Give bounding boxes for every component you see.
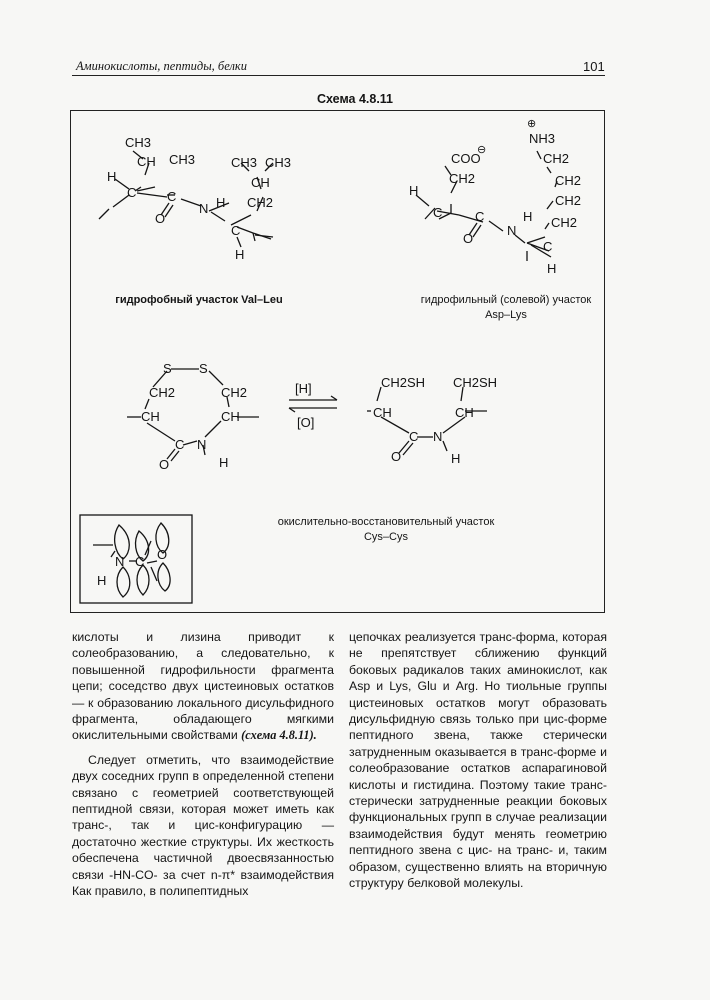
text-column-right <box>349 629 607 892</box>
caption-redox-line1: окислительно-восстановительный участок <box>277 516 495 528</box>
paragraph-left-1 <box>72 629 334 744</box>
cc-h: H <box>219 455 229 470</box>
vl-c-alpha: C <box>127 185 137 200</box>
ak-h-alpha: H <box>409 183 419 198</box>
ak-ch2-b: CH2 <box>551 215 578 230</box>
paragraph-right-1: цепочках реализуется транс-форма, которая не препятствует сближению функций боковых радикалов таких аминокислот, как Asp и Lys, Glu и Arg. Но тиольные группы цистеиновых остатков могут образовать дисульфидную связь только при цис-форме пептидного звена, также стерически затрудненным оказывается в транс-форме и солеобразование остатков аспарагиновой кислоты и гистидина. Поэтому такие транс-стерически затрудненные реакции боковых функциональных групп в случае реализации взаимодействия будут менять геометрию пептидного звена с цис- на транс- и, таким образом, существенно влиять на вторичную структуру белковой молекулы. <box>349 630 607 891</box>
co-ch2sh-2: CH2SH <box>453 375 498 390</box>
scheme-reference: (схема 4.8.11). <box>241 728 317 743</box>
running-header: Аминокислоты, пептиды, белки <box>76 59 247 73</box>
scheme-title: Схема 4.8.11 <box>316 92 394 106</box>
vl-ch3-top: CH3 <box>125 135 152 150</box>
inset-c: C <box>135 554 145 569</box>
vl-ch3-right: CH3 <box>169 152 196 167</box>
vl-c-alpha-leu: C <box>231 223 241 238</box>
ak-h-alpha-lys: H <box>547 261 557 276</box>
ak-ch2-d: CH2 <box>555 173 582 188</box>
ak-c-alpha: C <box>433 205 443 220</box>
vl-h-alpha-leu: H <box>235 247 245 262</box>
ak-n: N <box>507 223 517 238</box>
cc-s1: S <box>163 361 172 376</box>
scheme-frame <box>70 110 605 613</box>
ak-coo: COO <box>451 151 481 166</box>
ak-plus: ⊕ <box>527 118 537 130</box>
co-ch2sh-1: CH2SH <box>381 375 426 390</box>
caption-hydrophilic-line2: Asp–Lys <box>485 309 527 321</box>
ak-minus: ⊖ <box>477 144 487 156</box>
co-o: O <box>391 449 402 464</box>
arrow-label-oxidize: [O] <box>297 415 315 430</box>
cc-ch-1: CH <box>141 409 160 424</box>
vl-o: O <box>155 211 166 226</box>
cc-ch-2: CH <box>221 409 240 424</box>
ak-ch2-e: CH2 <box>543 151 570 166</box>
cc-c: C <box>175 437 185 452</box>
co-h: H <box>451 451 461 466</box>
vl-ch3-leu-b: CH3 <box>265 155 292 170</box>
ak-c-alpha-lys: C <box>543 239 553 254</box>
caption-redox-line2: Cys–Cys <box>363 531 408 543</box>
vl-c-carbonyl: C <box>167 189 177 204</box>
ak-nh3: NH3 <box>529 131 556 146</box>
co-n: N <box>433 429 443 444</box>
inset-o: O <box>157 547 168 562</box>
header-rule <box>72 75 605 76</box>
text-column-left <box>72 629 334 900</box>
vl-h-n: H <box>216 195 226 210</box>
ak-c-carbonyl: C <box>475 209 485 224</box>
arrow-label-reduce: [H] <box>295 381 312 396</box>
vl-n: N <box>199 201 209 216</box>
paragraph-left-2: Следует отметить, что взаимодействие двух соседних групп в определенной степени связано с геометрией соответствующей пептидной связи, которая может иметь как транс-, так и цис-конфигурацию — достаточно жесткие структуры. Их жесткость обеспечена частичной двоесвязанностью связи -HN-CO- за счет n-π* взаимодействия Как правило, в полипептидных <box>72 752 334 899</box>
vl-ch-val: CH <box>137 154 156 169</box>
ak-o: O <box>463 231 474 246</box>
co-ch-2: CH <box>455 405 474 420</box>
ak-ch2-asp: CH2 <box>449 171 476 186</box>
cc-n: N <box>197 437 207 452</box>
inset-h: H <box>97 573 107 588</box>
cc-ch2-1: CH2 <box>149 385 176 400</box>
ak-h-n: H <box>523 209 533 224</box>
inset-n: N <box>115 554 125 569</box>
vl-ch-leu: CH <box>251 175 270 190</box>
cc-ch2-2: CH2 <box>221 385 248 400</box>
vl-h-alpha: H <box>107 169 117 184</box>
ak-ch2-g: CH2 <box>555 193 582 208</box>
caption-hydrophilic-line1: гидрофильный (солевой) участок <box>420 294 592 306</box>
cc-o: O <box>159 457 170 472</box>
vl-ch2-leu: CH2 <box>247 195 274 210</box>
co-ch-1: CH <box>373 405 392 420</box>
cc-s2: S <box>199 361 208 376</box>
vl-ch3-leu-a: CH3 <box>231 155 258 170</box>
paragraph-left-1-text: кислоты и лизина приводит к солеобразованию, а следовательно, к повышенной гидрофильности фрагмента цепи; соседство двух цистеиновых остатков — к образованию локального дисульфидного фрагмента, обладающего мягкими окислительными свойствами <box>72 630 334 743</box>
co-c: C <box>409 429 419 444</box>
page-number: 101 <box>583 59 605 74</box>
caption-hydrophobic: гидрофобный участок Val–Leu <box>115 294 283 306</box>
